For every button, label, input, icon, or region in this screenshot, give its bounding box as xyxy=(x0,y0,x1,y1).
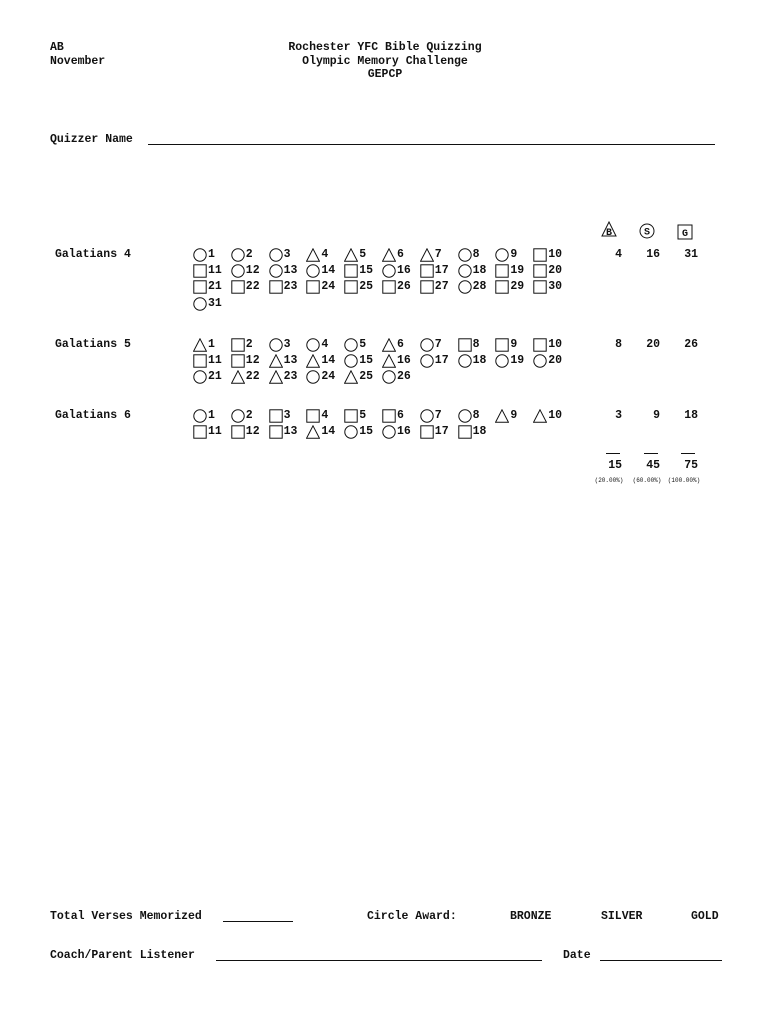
date-field[interactable] xyxy=(600,960,722,961)
verse-number: 18 xyxy=(472,354,487,368)
verse-number: 12 xyxy=(245,425,260,439)
circle-icon xyxy=(231,248,245,262)
verse-number: 13 xyxy=(283,425,298,439)
verse-checkbox[interactable] xyxy=(420,408,456,424)
listener-label: Coach/Parent Listener xyxy=(50,949,195,962)
verse-number: 14 xyxy=(321,264,336,278)
silver-circle-icon xyxy=(639,223,655,239)
verse-number: 17 xyxy=(434,264,449,278)
verse-checkbox[interactable] xyxy=(420,353,456,369)
verse-number: 4 xyxy=(321,248,329,261)
verse-checkbox[interactable] xyxy=(269,337,305,353)
total-verses-field[interactable] xyxy=(223,921,293,922)
verse-number: 29 xyxy=(510,280,525,294)
square-icon xyxy=(193,354,207,368)
verse-checkbox[interactable] xyxy=(420,337,456,353)
verse-checkbox[interactable] xyxy=(495,408,531,424)
circle-icon xyxy=(458,280,472,294)
verse-number: 28 xyxy=(472,280,487,294)
verse-checkbox[interactable] xyxy=(420,247,456,263)
verse-checkbox[interactable] xyxy=(269,408,305,424)
listener-field[interactable] xyxy=(216,960,542,961)
bronze-count: 4 xyxy=(615,248,622,261)
circle-icon xyxy=(458,264,472,278)
square-icon xyxy=(306,280,320,294)
verse-number: 25 xyxy=(359,280,373,294)
square-icon xyxy=(269,409,283,423)
verse-number: 6 xyxy=(397,248,404,261)
circle-icon xyxy=(231,264,245,278)
verse-checkbox[interactable] xyxy=(533,263,569,279)
square-icon xyxy=(269,425,283,439)
verse-number: 14 xyxy=(321,425,336,439)
verse-checkbox[interactable] xyxy=(306,263,342,279)
circle-icon xyxy=(306,264,320,278)
square-icon xyxy=(382,280,396,294)
award-bronze[interactable]: BRONZE xyxy=(510,910,552,923)
verse-checkbox[interactable] xyxy=(382,369,418,385)
verse-number: 9 xyxy=(510,248,518,261)
verse-number: 15 xyxy=(359,354,373,368)
verse-number: 15 xyxy=(359,425,373,439)
verse-checkbox[interactable] xyxy=(458,263,494,279)
verse-number: 8 xyxy=(472,338,480,351)
verse-number: 11 xyxy=(208,354,222,368)
verse-number: 23 xyxy=(283,370,298,384)
circle-icon xyxy=(306,370,320,384)
verse-checkbox[interactable] xyxy=(231,369,267,385)
triangle-icon xyxy=(306,248,320,262)
verse-checkbox[interactable] xyxy=(533,247,569,263)
verse-checkbox[interactable] xyxy=(458,337,494,353)
gold-count: 26 xyxy=(684,338,698,351)
verse-checkbox[interactable] xyxy=(495,353,531,369)
verse-checkbox[interactable] xyxy=(193,263,229,279)
verse-number: 3 xyxy=(283,338,291,351)
verse-checkbox[interactable] xyxy=(344,337,380,353)
verse-checkbox[interactable] xyxy=(231,353,267,369)
verse-checkbox[interactable] xyxy=(269,263,305,279)
circle-icon xyxy=(458,248,472,262)
verse-number: 9 xyxy=(510,338,518,351)
verse-number: 10 xyxy=(548,248,562,261)
verse-checkbox[interactable] xyxy=(458,353,494,369)
square-icon xyxy=(420,280,434,294)
verse-number: 19 xyxy=(510,354,525,368)
verse-number: 7 xyxy=(434,409,442,422)
verse-checkbox[interactable] xyxy=(193,353,229,369)
verse-number: 30 xyxy=(548,280,562,294)
verse-checkbox[interactable] xyxy=(306,279,342,295)
square-icon xyxy=(344,264,358,278)
total-underline-silver xyxy=(644,453,658,454)
verse-checkbox[interactable] xyxy=(269,369,305,385)
verse-number: 2 xyxy=(245,338,253,351)
gold-square-icon xyxy=(677,224,693,240)
verse-number: 10 xyxy=(548,409,562,422)
square-icon xyxy=(382,409,396,423)
verse-number: 7 xyxy=(434,248,442,261)
verse-checkbox[interactable] xyxy=(382,424,418,440)
verse-number: 3 xyxy=(283,248,291,261)
verse-checkbox[interactable] xyxy=(193,337,229,353)
circle-icon xyxy=(495,354,509,368)
verse-checkbox[interactable] xyxy=(420,424,456,440)
verse-number: 18 xyxy=(472,264,487,278)
verse-checkbox[interactable] xyxy=(269,424,305,440)
verse-number: 12 xyxy=(245,354,260,368)
triangle-icon xyxy=(344,370,358,384)
circle-icon xyxy=(193,370,207,384)
percent-silver: (60.00%) xyxy=(632,477,662,484)
verse-number: 5 xyxy=(359,409,367,422)
header-left-line2: November xyxy=(50,55,106,68)
circle-icon xyxy=(458,409,472,423)
verse-checkbox[interactable] xyxy=(344,279,380,295)
verse-checkbox[interactable] xyxy=(382,247,418,263)
verse-checkbox[interactable] xyxy=(306,353,342,369)
verse-checkbox[interactable] xyxy=(344,424,380,440)
verse-checkbox[interactable] xyxy=(458,424,494,440)
verse-checkbox[interactable] xyxy=(269,279,305,295)
verse-checkbox[interactable] xyxy=(344,263,380,279)
square-icon xyxy=(231,280,245,294)
verse-number: 16 xyxy=(397,425,411,439)
verse-checkbox[interactable] xyxy=(344,408,380,424)
verse-checkbox[interactable] xyxy=(382,279,418,295)
verse-checkbox[interactable] xyxy=(495,263,531,279)
square-icon xyxy=(533,248,547,262)
circle-icon xyxy=(382,370,396,384)
total-bronze: 15 xyxy=(608,459,622,472)
verse-number: 19 xyxy=(510,264,525,278)
square-icon xyxy=(193,280,207,294)
verse-checkbox[interactable] xyxy=(306,424,342,440)
svg-text:G: G xyxy=(681,229,689,240)
square-icon xyxy=(495,338,509,352)
verse-checkbox[interactable] xyxy=(269,247,305,263)
triangle-icon xyxy=(193,338,207,352)
circle-icon xyxy=(269,338,283,352)
square-icon xyxy=(495,264,509,278)
total-underline-gold xyxy=(681,453,695,454)
silver-count: 9 xyxy=(653,409,660,422)
verse-checkbox[interactable] xyxy=(495,279,531,295)
square-icon xyxy=(231,425,245,439)
circle-award-label: Circle Award: xyxy=(367,910,457,923)
verse-checkbox[interactable] xyxy=(495,337,531,353)
verse-number: 11 xyxy=(208,264,222,278)
verse-number: 8 xyxy=(472,409,480,422)
verse-number: 16 xyxy=(397,354,411,368)
svg-text:S: S xyxy=(643,227,651,239)
verse-number: 5 xyxy=(359,248,367,261)
circle-icon xyxy=(420,409,434,423)
circle-icon xyxy=(193,248,207,262)
verse-number: 17 xyxy=(434,425,449,439)
circle-icon xyxy=(306,338,320,352)
verse-checkbox[interactable] xyxy=(231,279,267,295)
verse-checkbox[interactable] xyxy=(193,424,229,440)
triangle-icon xyxy=(533,409,547,423)
verse-number: 21 xyxy=(208,280,222,294)
verse-number: 24 xyxy=(321,280,336,294)
verse-checkbox[interactable] xyxy=(231,424,267,440)
verse-checkbox[interactable] xyxy=(231,337,267,353)
verse-checkbox[interactable] xyxy=(533,353,569,369)
verse-number: 20 xyxy=(548,264,562,278)
chapter-name: Galatians 5 xyxy=(55,338,131,351)
title-line1: Rochester YFC Bible Quizzing xyxy=(288,41,482,54)
percent-bronze: (20.00%) xyxy=(594,477,624,484)
triangle-icon xyxy=(382,354,396,368)
verse-checkbox[interactable] xyxy=(231,408,267,424)
circle-icon xyxy=(420,338,434,352)
total-verses-label: Total Verses Memorized xyxy=(50,910,202,923)
square-icon xyxy=(231,338,245,352)
verse-checkbox[interactable] xyxy=(193,369,229,385)
verse-number: 23 xyxy=(283,280,298,294)
verse-number: 22 xyxy=(245,280,260,294)
circle-icon xyxy=(231,409,245,423)
verse-checkbox[interactable] xyxy=(382,408,418,424)
verse-checkbox[interactable] xyxy=(193,279,229,295)
square-icon xyxy=(306,409,320,423)
triangle-icon xyxy=(269,354,283,368)
square-icon xyxy=(533,264,547,278)
triangle-icon xyxy=(306,354,320,368)
verse-checkbox[interactable] xyxy=(420,263,456,279)
verse-checkbox[interactable] xyxy=(231,247,267,263)
verse-number: 26 xyxy=(397,280,411,294)
circle-icon xyxy=(382,425,396,439)
verse-checkbox[interactable] xyxy=(458,247,494,263)
circle-icon xyxy=(382,264,396,278)
total-gold: 75 xyxy=(684,459,698,472)
circle-icon xyxy=(344,425,358,439)
verse-checkbox[interactable] xyxy=(382,337,418,353)
circle-icon xyxy=(269,248,283,262)
bronze-triangle-icon xyxy=(601,221,617,237)
bronze-count: 3 xyxy=(615,409,622,422)
verse-number: 4 xyxy=(321,338,329,351)
verse-number: 6 xyxy=(397,409,404,422)
circle-icon xyxy=(344,338,358,352)
square-icon xyxy=(193,264,207,278)
square-icon xyxy=(458,425,472,439)
title-line2: Olympic Memory Challenge xyxy=(302,55,468,68)
verse-number: 2 xyxy=(245,248,253,261)
verse-checkbox[interactable] xyxy=(193,247,229,263)
verse-checkbox[interactable] xyxy=(306,369,342,385)
silver-count: 20 xyxy=(646,338,660,351)
square-icon xyxy=(533,280,547,294)
verse-number: 22 xyxy=(245,370,260,384)
triangle-icon xyxy=(382,248,396,262)
square-icon xyxy=(533,338,547,352)
verse-number: 4 xyxy=(321,409,329,422)
square-icon xyxy=(420,264,434,278)
circle-icon xyxy=(193,409,207,423)
verse-checkbox[interactable] xyxy=(382,353,418,369)
verse-number: 10 xyxy=(548,338,562,351)
verse-checkbox[interactable] xyxy=(420,279,456,295)
verse-checkbox[interactable] xyxy=(344,369,380,385)
title-line3: GEPCP xyxy=(367,68,403,81)
verse-number: 18 xyxy=(472,425,487,439)
square-icon xyxy=(344,280,358,294)
verse-number: 5 xyxy=(359,338,367,351)
square-icon xyxy=(231,354,245,368)
verse-checkbox[interactable] xyxy=(344,247,380,263)
verse-number: 21 xyxy=(208,370,222,384)
verse-checkbox[interactable] xyxy=(495,247,531,263)
triangle-icon xyxy=(382,338,396,352)
verse-checkbox[interactable] xyxy=(533,279,569,295)
triangle-icon xyxy=(306,425,320,439)
verse-number: 31 xyxy=(208,296,222,310)
verse-number: 1 xyxy=(208,248,215,261)
verse-number: 13 xyxy=(283,354,298,368)
total-underline-bronze xyxy=(606,453,620,454)
verse-checkbox[interactable] xyxy=(306,337,342,353)
triangle-icon xyxy=(344,248,358,262)
circle-icon xyxy=(458,354,472,368)
circle-icon xyxy=(269,264,283,278)
bronze-count: 8 xyxy=(615,338,622,351)
gold-count: 18 xyxy=(684,409,698,422)
gold-count: 31 xyxy=(684,248,698,261)
square-icon xyxy=(344,409,358,423)
circle-icon xyxy=(344,354,358,368)
triangle-icon xyxy=(269,370,283,384)
verse-checkbox[interactable] xyxy=(382,263,418,279)
verse-number: 17 xyxy=(434,354,449,368)
verse-number: 16 xyxy=(397,264,411,278)
svg-text:B: B xyxy=(605,228,613,237)
verse-number: 8 xyxy=(472,248,480,261)
verse-checkbox[interactable] xyxy=(193,296,229,312)
verse-checkbox[interactable] xyxy=(306,408,342,424)
verse-number: 12 xyxy=(245,264,260,278)
verse-number: 25 xyxy=(359,370,373,384)
square-icon xyxy=(495,280,509,294)
verse-number: 27 xyxy=(434,280,449,294)
verse-checkbox[interactable] xyxy=(344,353,380,369)
verse-checkbox[interactable] xyxy=(269,353,305,369)
verse-number: 24 xyxy=(321,370,336,384)
verse-checkbox[interactable] xyxy=(231,263,267,279)
verse-number: 14 xyxy=(321,354,336,368)
chapter-name: Galatians 4 xyxy=(55,248,131,261)
triangle-icon xyxy=(495,409,509,423)
verse-number: 1 xyxy=(208,409,215,422)
verse-number: 9 xyxy=(510,409,518,422)
circle-icon xyxy=(193,297,207,311)
triangle-icon xyxy=(420,248,434,262)
verse-checkbox[interactable] xyxy=(458,408,494,424)
chapter-name: Galatians 6 xyxy=(55,409,131,422)
verse-number: 13 xyxy=(283,264,298,278)
square-icon xyxy=(420,425,434,439)
quizzer-name-label: Quizzer Name xyxy=(50,133,133,146)
verse-number: 11 xyxy=(208,425,222,439)
square-icon xyxy=(458,338,472,352)
circle-icon xyxy=(495,248,509,262)
square-icon xyxy=(269,280,283,294)
verse-number: 7 xyxy=(434,338,442,351)
verse-number: 6 xyxy=(397,338,404,351)
total-silver: 45 xyxy=(646,459,660,472)
silver-count: 16 xyxy=(646,248,660,261)
verse-number: 26 xyxy=(397,370,411,384)
header-left-line1: AB xyxy=(50,41,64,54)
award-gold[interactable]: GOLD xyxy=(691,910,719,923)
award-silver[interactable]: SILVER xyxy=(601,910,643,923)
verse-checkbox[interactable] xyxy=(306,247,342,263)
triangle-icon xyxy=(231,370,245,384)
date-label: Date xyxy=(563,949,591,962)
verse-checkbox[interactable] xyxy=(533,408,569,424)
verse-checkbox[interactable] xyxy=(458,279,494,295)
verse-number: 2 xyxy=(245,409,253,422)
circle-icon xyxy=(533,354,547,368)
verse-number: 1 xyxy=(208,338,215,351)
verse-checkbox[interactable] xyxy=(533,337,569,353)
verse-checkbox[interactable] xyxy=(193,408,229,424)
verse-number: 20 xyxy=(548,354,562,368)
verse-number: 3 xyxy=(283,409,291,422)
percent-gold: (100.00%) xyxy=(667,477,701,484)
square-icon xyxy=(193,425,207,439)
circle-icon xyxy=(420,354,434,368)
quizzer-name-field[interactable] xyxy=(148,144,715,145)
verse-number: 15 xyxy=(359,264,373,278)
